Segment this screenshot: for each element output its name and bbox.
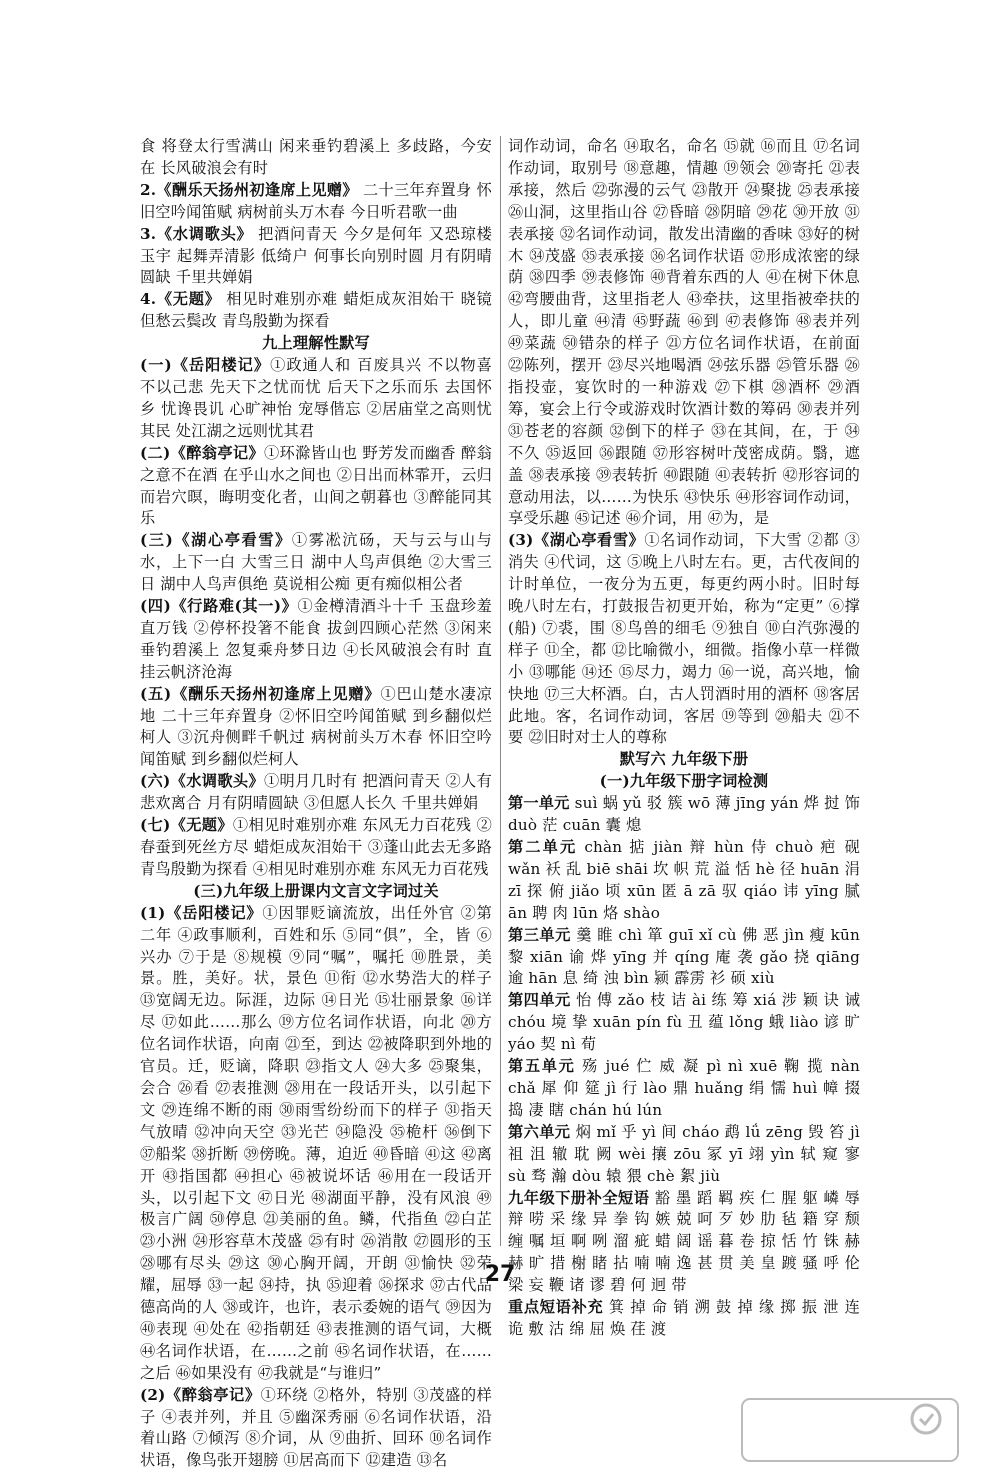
unit-line: 第二单元 chàn 掂 jiàn 辩 hùn 侍 chuò 疤 砚 wǎn 袄 乱 biē shāi 坎 帜 荒 溢 恬 hè 径 huān 涓 zī 探 俯 jiǎo 顷 xūn 匿 ā zā 驭 qiáo 讳 yīng 腻 ān 聘 肉 lūn 烙 shào bbox=[508, 838, 860, 922]
left-para: (三)《湖心亭看雪》①雾凇沆砀，天与云与山与水，上下一白 大雪三日 湖中人鸟声俱绝 ②大雪三日 湖中人鸟声俱绝 莫说相公痴 更有痴似相公者 bbox=[140, 531, 492, 594]
left-para: (1)《岳阳楼记》①因罪贬谪流放，出任外官 ②第二年 ④政事顺利，百姓和乐 ⑤同“俱”，全，皆 ⑥兴办 ⑦于是 ⑧规模 ⑨同“嘱”，嘱托 ⑩胜景，美景。胜，美好。状，景色 ⑪衔 ⑫水势浩大的样子 ⑬宽阔无边。际涯，边际 ⑭日光 ⑮壮丽景象 ⑯详尽 ⑰如此……那么 ⑲方位名词作状语，向北 ⑳方位名词作状语，向南 ㉑至，到达 ㉒被降职到外地的官员。迁，贬谪，降职 ㉓指文人 ㉔大多 ㉕聚集，会合 ㉖看 ㉗表推测 ㉘用在一段话开头，以引起下文 ㉙连绵不断的雨 ㉚雨雪纷纷而下的样子 ㉛指天气放晴 ㉜冲向天空 ㉝光芒 ㉞隐没 ㉟桅杆 ㊱倒下 ㊲船桨 ㊳折断 ㊴傍晚。薄，迫近 ㊵昏暗 ㊶这 ㊷离开 ㊸指国都 ㊹担心 ㊺被说坏话 ㊻用在一段话开头，以引起下文 ㊼日光 ㊽湖面平静，没有风浪 ㊾极言广阔 ㊿停息 ㉑美丽的鱼。鳞，代指鱼 ㉒白芷 ㉓小洲 ㉔形容草木茂盛 ㉕有时 ㉖消散 ㉗圆形的玉 ㉘哪有尽头 ㉙这 ㉚心胸开阔，开朗 ㉛愉快 ㉜荣耀，屈辱 ㉝一起 ㉞持，执 ㉟迎着 ㊱探求 ㊲古代品德高尚的人 ㊳或许，也许，表示委婉的语气 ㊴因为 ㊵表现 ㊶处在 ㊷指朝廷 ㊸表推测的语气词，大概 ㊹名词作状语，在……之前 ㊺名词作状语，在……之后 ㊻如果没有 ㊼我就是“与谁归” bbox=[140, 903, 492, 1382]
unit-line: 第五单元 殇 jué 伫 威 凝 pì nì xuē 鞠 揽 nàn chǎ 犀 仰 筵 jì 行 lào 鼎 huǎng 绢 懦 huì 幛 掇 捣 凄 瞎 chán hú lún bbox=[508, 1057, 860, 1119]
page-number: 27 bbox=[484, 1262, 516, 1287]
left-para: (六)《水调歌头》①明月几时有 把酒问青天 ②人有悲欢离合 月有阴晴圆缺 ③但愿人长久 千里共婵娟 bbox=[140, 772, 492, 813]
column-divider bbox=[500, 136, 501, 1246]
section-subheading: (一)九年级下册字词检测 bbox=[599, 772, 769, 791]
left-para: (一)《岳阳楼记》①政通人和 百废具兴 不以物喜 不以己悲 先天下之忧而忧 后天下之乐而乐 去国怀乡 忧谗畏讥 心旷神怡 宠辱偕忘 ②居庙堂之高则忧其民 处江湖之远则忧其君 bbox=[140, 356, 493, 440]
right-para: (3)《湖心亭看雪》①名词作动词，下大雪 ②都 ③消失 ④代词，这 ⑤晚上八时左右。更，古代夜间的计时单位，一夜分为五更，每更约两小时。旧时每晚八时左右，打鼓报告初更开始，称为“定更” ⑥撑(船) ⑦裘，围 ⑧鸟兽的细毛 ⑨独自 ⑩白汽弥漫的样子 ⑪全，都 ⑫比喻微小，细微。指像小草一样微小 ⑬哪能 ⑭还 ⑮尽力，竭力 ⑯一说，高兴地，愉快地 ⑰三大杯酒。白，古人罚酒时用的酒杯 ⑱客居此地。客，名词作动词，客居 ⑲等到 ⑳船夫 ㉑不要 ㉒旧时对士人的尊称 bbox=[508, 531, 860, 747]
unit-line: 九年级下册补全短语 豁 墨 蹈 羁 疾 仁 腥 躯 嶙 辱 辩 唠 采 缘 异 拳 钩 嫉 兢 呵 歹 妙 肋 毡 籍 穿 颓 缠 嘱 垣 啊 咧 溜 疵 蜡 阔 谣 暮 卷 掠 恬 竹 铢 赫 赫 旷 措 榭 睹 拈 喃 喃 逸 甚 贯 美 皇 踱 骚 呼 伦 梁 妄 鞭 诸 谬 碧 何 迥 带 bbox=[508, 1188, 861, 1295]
left-para: (五)《酬乐天扬州初逢席上见赠》①巴山楚水凄凉地 二十三年弃置身 ②怀旧空吟闻笛赋 到乡翻似烂柯人 ③沉舟侧畔千帆过 病树前头万木春 怀旧空吟闻笛赋 到乡翻似烂柯人 bbox=[140, 684, 492, 769]
left-para: (四)《行路难(其一)》①金樽清酒斗十千 玉盘珍羞直万钱 ②停杯投箸不能食 拔剑四顾心茫然 ③闲来垂钓碧溪上 忽复乘舟梦日边 ④长风破浪会有时 直挂云帆济沧海 bbox=[140, 597, 492, 681]
watermark-logo bbox=[740, 1395, 960, 1465]
left-para: (二)《醉翁亭记》①环滁皆山也 野芳发而幽香 醉翁之意不在酒 在乎山水之间也 ②日出而林霏开，云归而岩穴暝，晦明变化者，山间之朝暮也 ③醉能同其乐 bbox=[140, 443, 492, 528]
section-heading: 九上理解性默写 bbox=[262, 334, 370, 353]
unit-line: 重点短语补充 箕 掉 命 销 溯 鼓 掉 缘 掷 振 泄 连 诡 敷 沽 绵 屈 焕 荏 渡 bbox=[508, 1298, 861, 1338]
unit-line: 第六单元 焖 mǐ 乎 yì 间 cháo 鹉 lǘ zēng 毁 笞 jì 祖 沮 辙 耽 阙 wèi 攘 zōu 冢 yī 翊 yìn 轼 窥 寥 sù 骛 瀚 dòu 辕 猥 chè 絮 jiù bbox=[508, 1122, 860, 1185]
left-para: (2)《醉翁亭记》①环绕 ②格外，特别 ③茂盛的样子 ④表并列，并且 ⑤幽深秀丽 ⑥名词作状语，沿着山路 ⑦倾泻 ⑧介词，从 ⑨曲折、回环 ⑩名词作状语，像鸟张开翅膀 ⑪居高而下 ⑫建造 ⑬名 bbox=[140, 1385, 492, 1470]
left-para: (七)《无题》①相见时难别亦难 东风无力百花残 ②春蚕到死丝方尽 蜡炬成灰泪始干 ③蓬山此去无多路 青鸟殷勤为探看 ④相见时难别亦难 东风无力百花残 bbox=[140, 816, 492, 878]
section-heading: 默写六 九年级下册 bbox=[619, 750, 749, 769]
left-para: 2.《酬乐天扬州初逢席上见赠》 二十三年弃置身 怀旧空吟闻笛赋 病树前头万木春 今日听君歌一曲 bbox=[140, 180, 492, 221]
unit-line: 第三单元 羹 睢 chì 箪 guī xǐ cù 佛 恶 jìn 瘦 kūn 黎 xiān 谕 烨 yīng 并 qíng 庵 袭 gǎo 挠 qiāng 逾 hān 息 绮 浊 bìn 颍 霹雳 衫 硕 xiù bbox=[508, 925, 860, 988]
unit-line: 第四单元 怡 傅 zǎo 枝 诘 ài 练 筹 xiá 涉 颖 诀 诫 chóu 境 挚 xuān pín fù 丑 蕴 lǒng 蛾 liào 谚 旷 yáo 契 nì 荀 bbox=[508, 991, 861, 1054]
right-para: 词作动词，命名 ⑭取名，命名 ⑮就 ⑯而且 ⑰名词作动词，取别号 ⑱意趣，情趣 ⑲领会 ⑳寄托 ㉑表承接，然后 ㉒弥漫的云气 ㉓散开 ㉔聚拢 ㉕表承接 ㉖山洞，这里指山谷 ㉗昏暗 ㉘阴暗 ㉙花 ㉚开放 ㉛表承接 ㉜名词作动词，散发出清幽的香味 ㉝好的树木 ㉞茂盛 ㉟表承接 ㊱名词作状语 ㊲形成浓密的绿荫 ㊳四季 ㊴表修饰 ㊵背着东西的人 ㊶在树下休息 ㊷弯腰曲背，这里指老人 ㊸牵扶，这里指被牵扶的人，即儿童 ㊹清 ㊺野蔬 ㊻到 ㊼表修饰 ㊽表并列 ㊾菜蔬 ㊿错杂的样子 ㉑方位名词作状语，在前面 ㉒陈列，摆开 ㉓尽兴地喝酒 ㉔弦乐器 ㉕管乐器 ㉖指投壶，宴饮时的一种游戏 ㉗下棋 ㉘酒杯 ㉙酒筹，宴会上行令或游戏时饮酒计数的筹码 ㉚表并列 ㉛苍老的容颜 ㉜倒下的样子 ㉝在其间，在，于 ㉞不久 ㉟返回 ㊱跟随 ㊲形容树叶茂密成荫。翳，遮盖 ㊳表承接 ㊴表转折 ㊵跟随 ㊶表转折 ㊷形容词的意动用法，以……为快乐 ㊸快乐 ㊹形容词作动词，享受乐趣 ㊺记述 ㊻介词，用 ㊼为，是 bbox=[508, 137, 860, 528]
left-para: 食 将登太行雪满山 闲来垂钓碧溪上 多歧路，今安在 长风破浪会有时 bbox=[140, 137, 492, 177]
unit-line: 第一单元 suì 蜗 yǔ 驳 簇 wō 薄 jīng yán 烨 挝 饰 duò 茫 cuān 囊 熄 bbox=[508, 794, 861, 835]
left-para: 4.《无题》 相见时难别亦难 蜡炬成灰泪始干 晓镜但愁云鬓改 青鸟殷勤为探看 bbox=[140, 290, 492, 331]
left-para: 3.《水调歌头》 把酒问青天 今夕是何年 又恐琼楼玉宇 起舞弄清影 低绮户 何事长向别时圆 月有阴晴圆缺 千里共婵娟 bbox=[140, 224, 492, 287]
section-heading: (三)九年级上册课内文言文字词过关 bbox=[193, 881, 439, 900]
right-column bbox=[508, 136, 860, 1341]
